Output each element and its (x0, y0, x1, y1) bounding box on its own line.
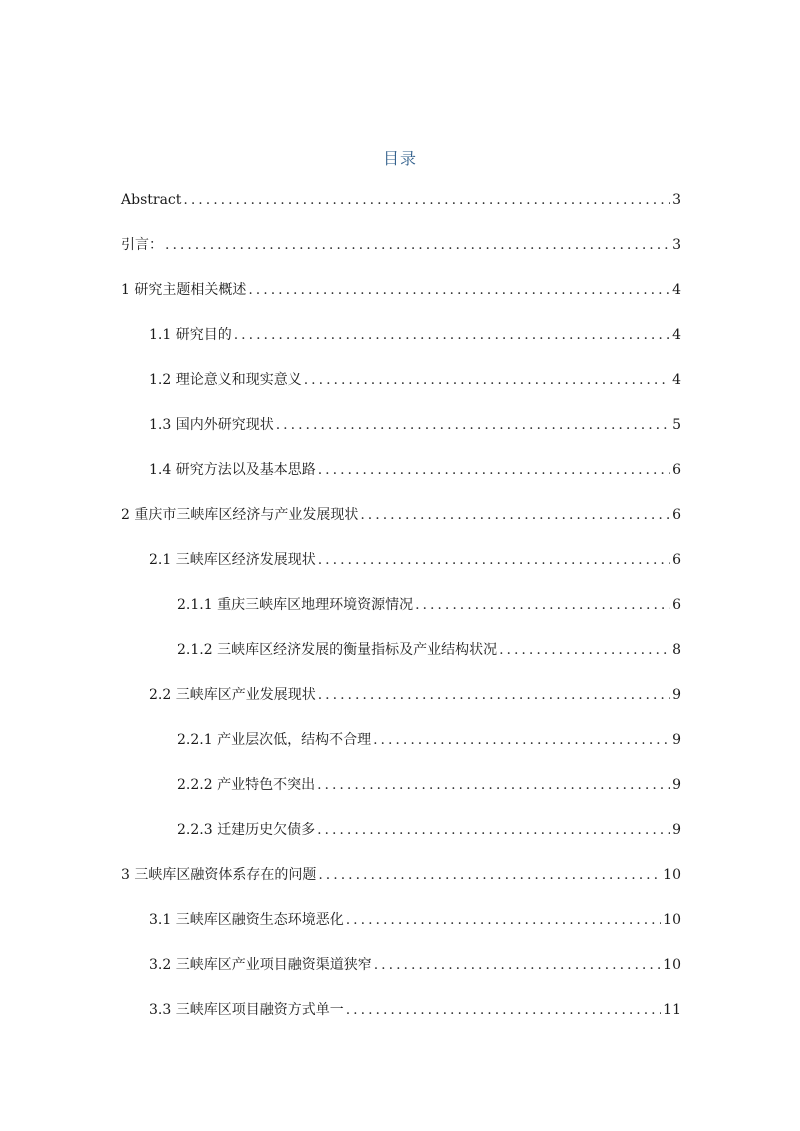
toc-leader (234, 321, 670, 349)
toc-entry-page: 10 (663, 867, 681, 883)
toc-entry-1-3[interactable] (149, 411, 681, 439)
toc-entry-page: 9 (672, 732, 681, 748)
toc-entry-page: 9 (672, 777, 681, 793)
toc-leader (248, 276, 670, 304)
toc-entry-3-3[interactable] (149, 996, 681, 1024)
toc-entry-page: 8 (672, 642, 681, 658)
toc-entry-label: 2.2 三峡库区产业发展现状 (149, 687, 316, 703)
toc-entry-page: 4 (672, 327, 681, 343)
toc-leader (317, 816, 670, 844)
toc-entry-label: 1.4 研究方法以及基本思路 (149, 462, 316, 478)
toc-entry-page: 4 (672, 372, 681, 388)
toc-leader (304, 366, 670, 394)
toc-entry-abstract[interactable] (121, 186, 681, 214)
toc-entry-page: 9 (672, 822, 681, 838)
toc-entry-label: 1 研究主题相关概述 (121, 282, 247, 298)
toc-entry-2-1-2[interactable] (177, 636, 681, 664)
toc-entry-label: 2.2.1 产业层次低，结构不合理 (177, 732, 372, 748)
toc-entry-1-4[interactable] (149, 456, 681, 484)
toc-leader (165, 231, 670, 259)
toc-entry-3-1[interactable] (149, 906, 681, 934)
toc-entry-label: 3.2 三峡库区产业项目融资渠道狭窄 (149, 957, 372, 973)
toc-entry-page: 11 (663, 1002, 681, 1018)
toc-leader (373, 726, 670, 754)
toc-entry-page: 9 (672, 687, 681, 703)
toc-entry-label: 1.3 国内外研究现状 (149, 417, 274, 433)
toc-entry-label: 2.2.2 产业特色不突出 (177, 777, 316, 793)
toc-entry-page: 4 (672, 282, 681, 298)
toc-entry-label: 2.1.1 重庆三峡库区地理环境资源情况 (177, 597, 414, 613)
toc-leader (374, 951, 661, 979)
toc-leader (317, 771, 670, 799)
toc-entry-label: 2 重庆市三峡库区经济与产业发展现状 (121, 507, 359, 523)
toc-entry-2-2-1[interactable] (177, 726, 681, 754)
toc-entry-page: 5 (672, 417, 681, 433)
toc-entry-page: 10 (663, 957, 681, 973)
toc-leader (360, 501, 670, 529)
toc-entry-2[interactable] (121, 501, 681, 529)
toc-entry-3[interactable] (121, 861, 681, 889)
toc-entry-label: Abstract (121, 192, 182, 208)
toc-leader (276, 411, 670, 439)
toc-entry-1-2[interactable] (149, 366, 681, 394)
toc-entry-2-1-1[interactable] (177, 591, 681, 619)
toc-entry-label: 2.2.3 迁建历史欠债多 (177, 822, 316, 838)
toc-leader (346, 906, 661, 934)
toc-entry-page: 6 (672, 507, 681, 523)
toc-entry-2-1[interactable] (149, 546, 681, 574)
toc-leader (346, 996, 661, 1024)
toc-leader (318, 681, 670, 709)
toc-entry-2-2-2[interactable] (177, 771, 681, 799)
toc-leader (318, 546, 670, 574)
toc-entry-1-1[interactable] (149, 321, 681, 349)
toc-leader (415, 591, 670, 619)
toc-title: 目录 (382, 149, 417, 168)
toc-entry-label: 3.1 三峡库区融资生态环境恶化 (149, 912, 344, 928)
toc-entry-1[interactable] (121, 276, 681, 304)
toc-leader (318, 861, 661, 889)
toc-entry-label: 3 三峡库区融资体系存在的问题 (121, 867, 317, 883)
toc-leader (499, 636, 670, 664)
toc-entry-page: 3 (672, 237, 681, 253)
toc-entry-label: 引言： (121, 237, 163, 253)
toc-leader (318, 456, 670, 484)
toc-entry-page: 3 (672, 192, 681, 208)
toc-entry-page: 10 (663, 912, 681, 928)
toc-entry-label: 1.1 研究目的 (149, 327, 232, 343)
toc-entry-page: 6 (672, 597, 681, 613)
toc-entry-2-2-3[interactable] (177, 816, 681, 844)
toc-entry-introduction[interactable] (121, 231, 681, 259)
toc-entry-page: 6 (672, 552, 681, 568)
toc-entry-page: 6 (672, 462, 681, 478)
toc-entry-3-2[interactable] (149, 951, 681, 979)
toc-leader (183, 186, 670, 214)
toc-entry-label: 1.2 理论意义和现实意义 (149, 372, 302, 388)
toc-entry-label: 2.1 三峡库区经济发展现状 (149, 552, 316, 568)
toc-entry-2-2[interactable] (149, 681, 681, 709)
toc-entry-label: 2.1.2 三峡库区经济发展的衡量指标及产业结构状况 (177, 642, 498, 658)
toc-entry-label: 3.3 三峡库区项目融资方式单一 (149, 1002, 344, 1018)
